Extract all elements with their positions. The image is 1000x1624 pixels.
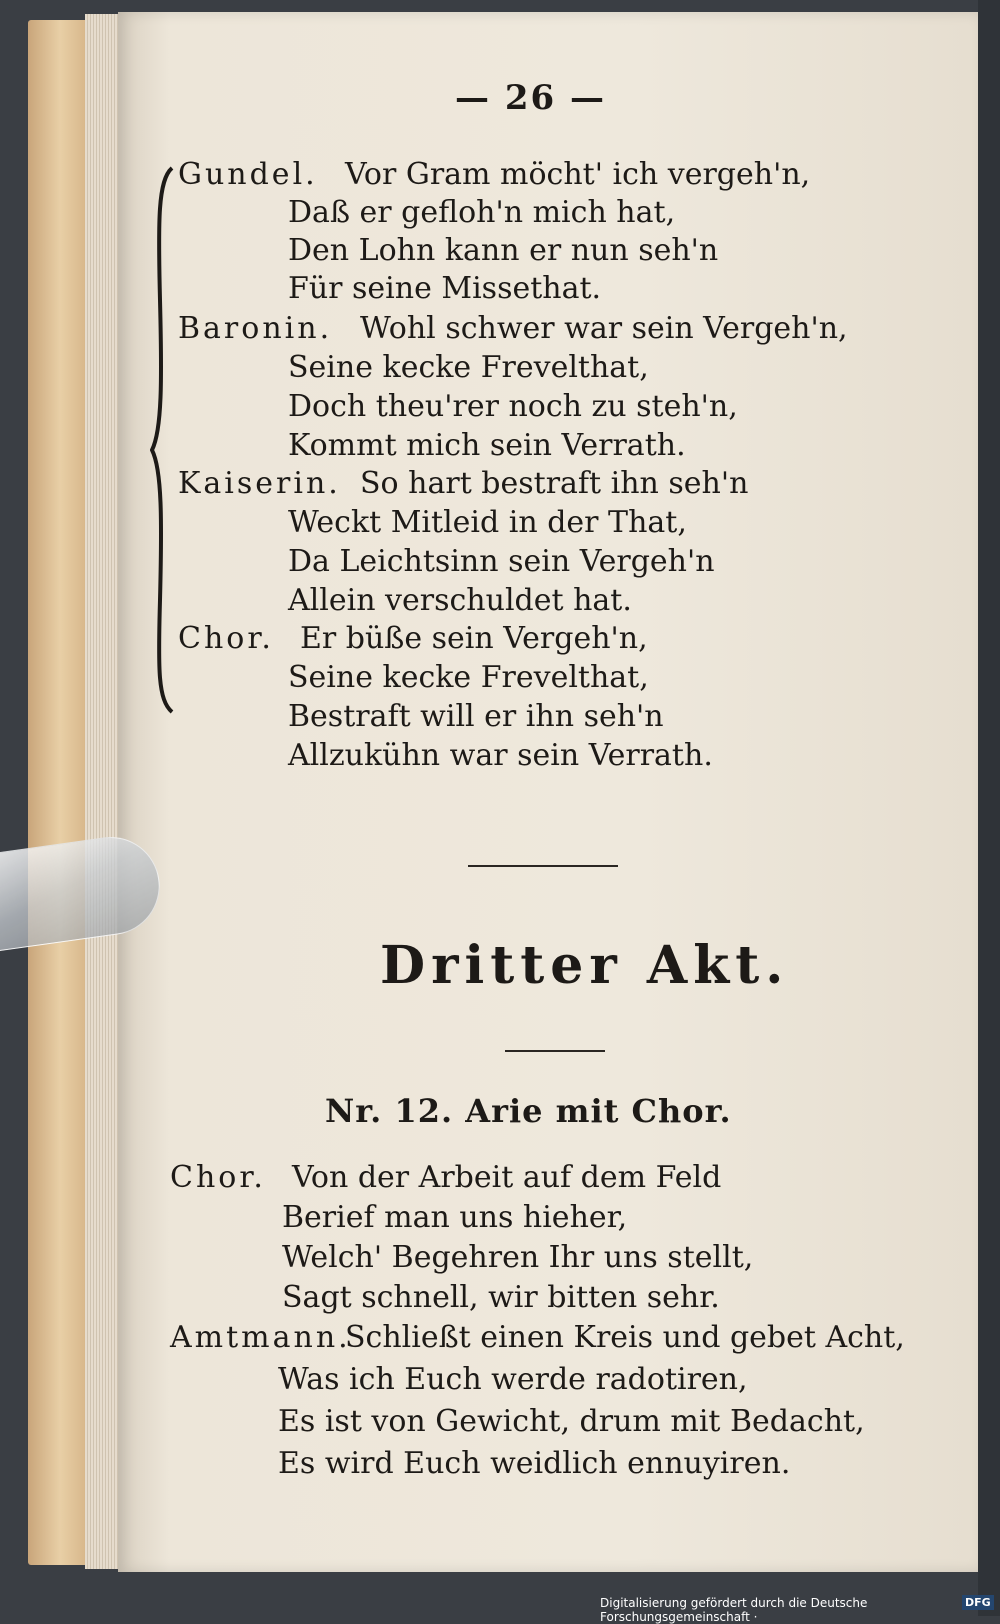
verse-line: Vor Gram möcht' ich vergeh'n,: [345, 157, 811, 192]
verse-line: So hart bestraft ihn seh'n: [360, 466, 749, 501]
act-title: Dritter Akt.: [380, 935, 790, 996]
page-number: — 26 —: [455, 78, 606, 118]
verse-line: Kommt mich sein Verrath.: [288, 428, 686, 463]
speaker-chor: Chor.: [178, 621, 274, 656]
section-divider: [505, 1050, 605, 1052]
background-right: [978, 0, 1000, 1616]
verse-line: Berief man uns hieher,: [282, 1200, 628, 1235]
verse-line: Welch' Begehren Ihr uns stellt,: [282, 1240, 754, 1275]
verse-line: Von der Arbeit auf dem Feld: [292, 1160, 722, 1195]
verse-line: Was ich Euch werde radotiren,: [278, 1362, 748, 1397]
speaker-kaiserin: Kaiserin.: [178, 466, 341, 501]
verse-line: Allein verschuldet hat.: [288, 583, 632, 618]
verse-line: Daß er gefloh'n mich hat,: [288, 195, 676, 230]
verse-line: Es ist von Gewicht, drum mit Bedacht,: [278, 1404, 865, 1439]
verse-line: Schließt einen Kreis und gebet Acht,: [345, 1320, 905, 1355]
verse-line: Für seine Missethat.: [288, 271, 602, 306]
speaker-baronin: Baronin.: [178, 311, 333, 346]
section-divider: [468, 865, 618, 867]
dfg-logo: DFG: [962, 1595, 994, 1610]
verse-line: Weckt Mitleid in der That,: [288, 505, 687, 540]
verse-line: Seine kecke Frevelthat,: [288, 350, 649, 385]
verse-line: Bestraft will er ihn seh'n: [288, 699, 664, 734]
verse-line: Allzukühn war sein Verrath.: [288, 738, 713, 773]
verse-line: Wohl schwer war sein Vergeh'n,: [360, 311, 848, 346]
speaker-gundel: Gundel.: [178, 157, 318, 192]
verse-line: Seine kecke Frevelthat,: [288, 660, 649, 695]
verse-line: Sagt schnell, wir bitten sehr.: [282, 1280, 720, 1315]
number-title: Nr. 12. Arie mit Chor.: [325, 1092, 732, 1130]
verse-line: Da Leichtsinn sein Vergeh'n: [288, 544, 715, 579]
brace-bracket: [150, 160, 180, 720]
speaker-chor: Chor.: [170, 1160, 266, 1195]
verse-line: Es wird Euch weidlich ennuyiren.: [278, 1446, 791, 1481]
verse-line: Den Lohn kann er nun seh'n: [288, 233, 719, 268]
footer-credit: Digitalisierung gefördert durch die Deutsche Forschungsgemeinschaft ·: [600, 1596, 868, 1624]
verse-line: Er büße sein Vergeh'n,: [300, 621, 648, 656]
verse-line: Doch theu'rer noch zu steh'n,: [288, 389, 738, 424]
speaker-amtmann: Amtmann.: [170, 1320, 351, 1355]
